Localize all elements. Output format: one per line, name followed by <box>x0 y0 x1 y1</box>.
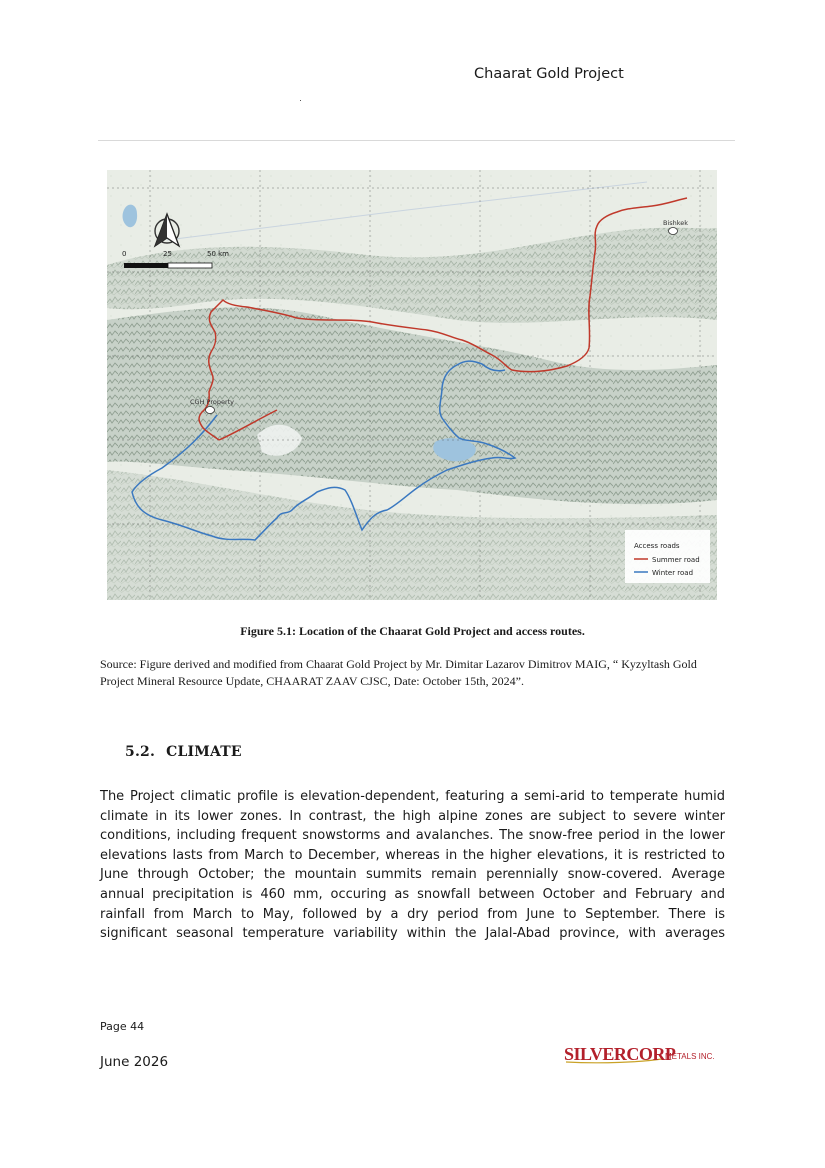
cgh-property-marker <box>206 407 215 414</box>
figure-source: Source: Figure derived and modified from Chaarat Gold Project by Mr. Dimitar Lazarov Dimitrov MAIG, “ Kyzyltash Gold Project Mineral Resource Update, CHAARAT ZAAV CJSC, Date: October 15th, 2024”. <box>100 657 697 688</box>
figure-caption: Figure 5.1: Location of the Chaarat Gold Project and access routes. <box>240 624 585 638</box>
bishkek-marker <box>669 228 678 235</box>
header-dot <box>300 100 301 101</box>
logo-suffix: METALS INC. <box>665 1052 715 1061</box>
scale-label-50: 50 km <box>207 250 230 258</box>
header-rule <box>98 140 735 141</box>
legend-title: Access roads <box>634 542 680 550</box>
scale-label-0: 0 <box>122 250 127 258</box>
map-legend <box>625 530 710 583</box>
footer-date: June 2026 <box>100 1054 169 1070</box>
scale-label-25: 25 <box>163 250 172 258</box>
bishkek-label: Bishkek <box>663 219 689 227</box>
silvercorp-logo <box>562 1040 722 1070</box>
cgh-property-label: CGH Property <box>190 398 235 406</box>
legend-summer-road: Summer road <box>652 556 700 564</box>
legend-winter-road: Winter road <box>652 569 694 577</box>
location-map <box>107 170 717 600</box>
logo-wordmark: SILVERCORP <box>564 1044 676 1064</box>
section-title: CLIMATE <box>166 744 242 760</box>
climate-paragraph: The Project climatic profile is elevation-dependent, featuring a semi-arid to temperate humid climate in its lower zones. In contrast, the high alpine zones are subject to severe winter conditions, including frequent snowstorms and avalanches. The snow-free period in the lower elevations lasts from March to December, whereas in the higher elevations, it is restricted to June through October; the mountain summits remain perennially snow-covered. Average annual precipitation is 460 mm, occuring as snowfall between October and February and rainfall from March to May, followed by a dry period from June to September. There is significant seasonal temperature variability within the Jalal-Abad province, with averages <box>100 789 725 942</box>
footer-page-number: Page 44 <box>100 1020 145 1033</box>
section-heading <box>125 744 242 760</box>
section-number: 5.2. <box>125 744 156 760</box>
page-header-title: Chaarat Gold Project <box>474 66 624 82</box>
